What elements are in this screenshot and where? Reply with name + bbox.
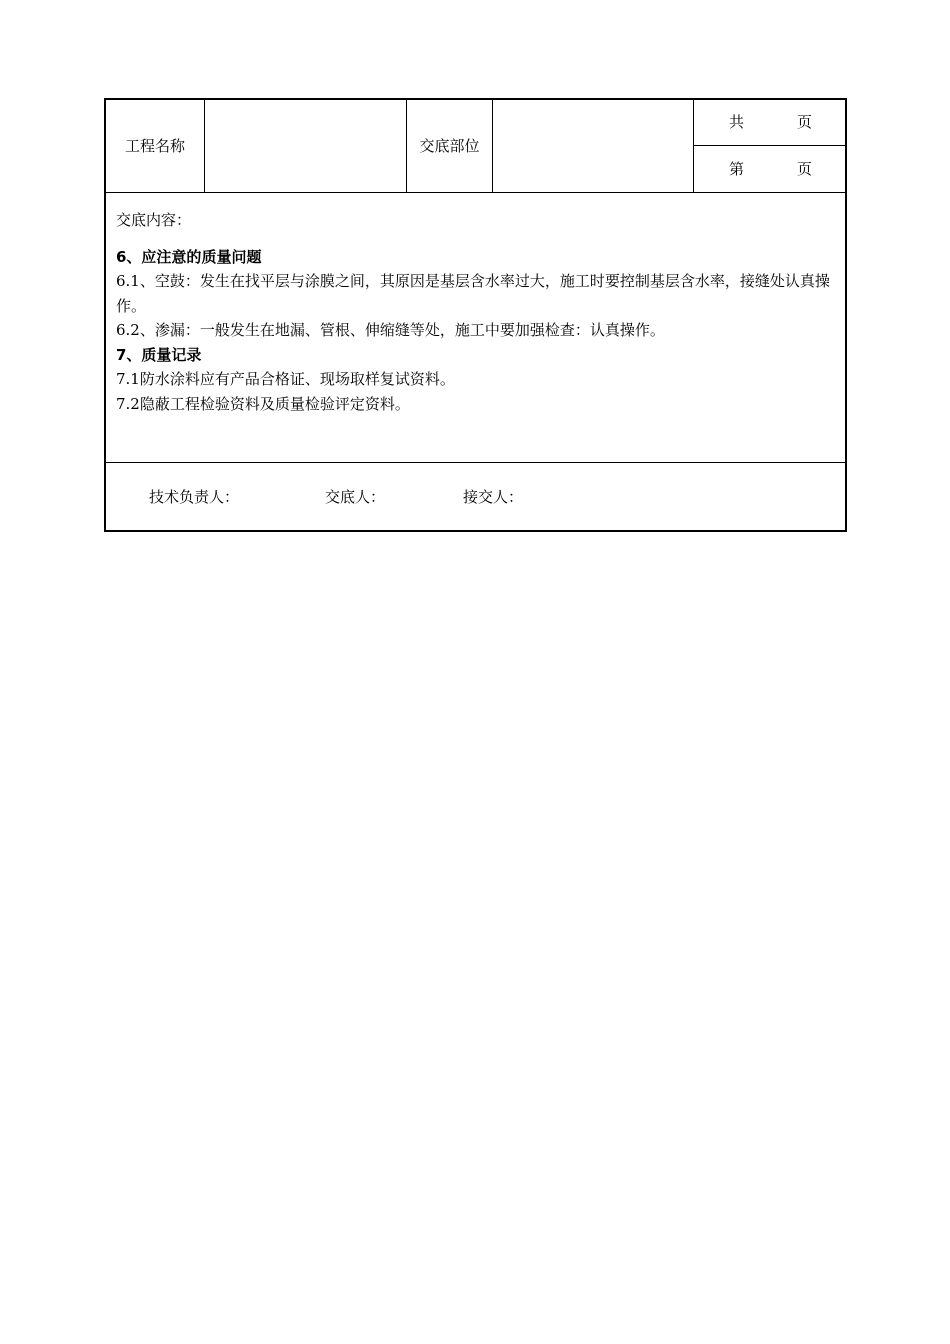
disclosure-form [104, 98, 847, 532]
project-name-label: 工程名称 [124, 136, 185, 155]
section-heading: 6、应注意的质量问题 [116, 247, 262, 266]
section-item: 7.1防水涂料应有产品合格证、现场取样复试资料。 [116, 370, 455, 388]
project-name-value[interactable] [205, 100, 406, 192]
receiver-label: 接交人： [463, 488, 524, 506]
briefer-label: 交底人： [325, 488, 386, 506]
total-pages-suffix: 页 [797, 113, 813, 131]
page-number-cell [694, 146, 845, 192]
page-no-prefix: 第 [729, 159, 745, 178]
total-pages-cell [694, 100, 845, 145]
section-item: 6.2、渗漏：一般发生在地漏、管根、伸缩缝等处，施工中要加强检查：认真操作。 [116, 321, 665, 339]
location-label: 交底部位 [419, 136, 480, 155]
tech-lead-label: 技术负责人： [149, 488, 240, 506]
section-item: 7.2隐蔽工程检验资料及质量检验评定资料。 [116, 394, 410, 413]
section-heading: 7、质量记录 [116, 345, 202, 364]
content-label: 交底内容： [116, 211, 192, 229]
content-bottom-line [106, 462, 845, 463]
location-value[interactable] [493, 100, 693, 192]
page-no-suffix: 页 [797, 159, 813, 178]
section-item: 6.1、空鼓：发生在找平层与涂膜之间，其原因是基层含水率过大，施工时要控制基层含水率，接缝处认真操作。 [116, 272, 830, 315]
header-bottom-line [106, 192, 845, 193]
total-pages-prefix: 共 [729, 113, 745, 131]
disclosure-content [116, 208, 841, 416]
